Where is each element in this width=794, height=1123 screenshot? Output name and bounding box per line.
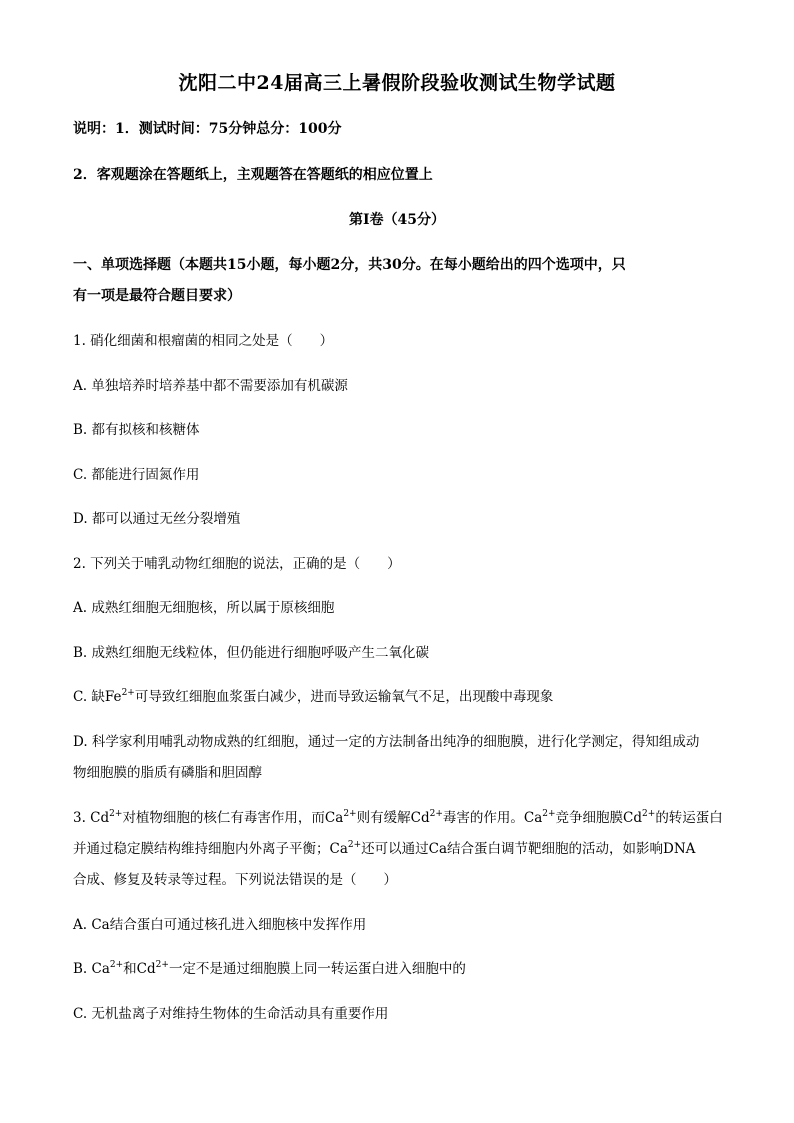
question-3-option-c: C. 无机盐离子对维持生物体的生命活动具有重要作用 [73, 1006, 389, 1022]
text-segment: 并通过稳定膜结构维持细胞内外离子平衡；Ca [73, 841, 348, 857]
text-segment: 3. Cd [73, 810, 110, 826]
superscript-charge: 2+ [343, 808, 357, 819]
superscript-charge: 2+ [109, 808, 123, 819]
question-3-stem-line-1 [73, 803, 723, 833]
instructions-line-2: 2．客观题涂在答题纸上，主观题答在答题纸的相应位置上 [73, 167, 433, 183]
superscript-charge: 2+ [121, 687, 135, 698]
question-2-option-d-line-1: D. 科学家利用哺乳动物成熟的红细胞，通过一定的方法制备出纯净的细胞膜，进行化学测定，得知组成动 [73, 734, 700, 750]
exam-title: 沈阳二中24届高三上暑假阶段验收测试生物学试题 [178, 72, 616, 94]
superscript-charge: 2+ [542, 808, 556, 819]
question-1-stem: 1. 硝化细菌和根瘤菌的相同之处是（ ） [73, 333, 334, 349]
text-segment: 竞争细胞膜Cd [555, 810, 643, 826]
question-2-option-b: B. 成熟红细胞无线粒体，但仍能进行细胞呼吸产生二氧化碳 [73, 645, 430, 661]
text-segment: 对植物细胞的核仁有毒害作用，而Ca [122, 810, 344, 826]
superscript-charge: 2+ [429, 808, 443, 819]
part1-heading-line-1: 一、单项选择题（本题共15小题，每小题2分，共30分。在每小题给出的四个选项中，只 [73, 257, 626, 273]
question-1-option-b: B. 都有拟核和核糖体 [73, 422, 200, 438]
superscript-charge: 2+ [109, 959, 124, 970]
section-title: 第I卷（45分） [348, 212, 446, 228]
superscript-charge: 2+ [155, 959, 169, 970]
part1-heading-line-2: 有一项是最符合题目要求） [73, 288, 241, 304]
text-segment: 毒害的作用。Ca [442, 810, 543, 826]
superscript-charge: 2+ [347, 839, 362, 850]
question-3-option-b [73, 954, 723, 984]
question-3-option-a: A. Ca结合蛋白可通过核孔进入细胞核中发挥作用 [73, 917, 367, 933]
text-segment: 和Cd [123, 961, 156, 977]
text-segment: 还可以通过Ca结合蛋白调节靶细胞的活动，如影响DNA [361, 841, 696, 857]
question-1-option-d: D. 都可以通过无丝分裂增殖 [73, 511, 241, 527]
question-3-stem-line-3: 合成、修复及转录等过程。下列说法错误的是（ ） [73, 872, 397, 888]
text-segment: B. Ca [73, 961, 110, 977]
question-2-option-a: A. 成熟红细胞无细胞核，所以属于原核细胞 [73, 600, 335, 616]
text-segment: C. 缺Fe [73, 689, 122, 705]
question-3-stem-line-2 [73, 834, 723, 864]
question-2-option-c [73, 682, 723, 712]
instructions-line-1: 说明：1．测试时间：75分钟总分：100分 [73, 121, 342, 137]
text-segment: 一定不是通过细胞膜上同一转运蛋白进入细胞中的 [168, 961, 466, 977]
text-segment: 可导致红细胞血浆蛋白减少，进而导致运输氧气不足，出现酸中毒现象 [134, 689, 554, 705]
question-1-option-a: A. 单独培养时培养基中都不需要添加有机碳源 [73, 378, 348, 394]
text-segment: 则有缓解Cd [356, 810, 430, 826]
question-1-option-c: C. 都能进行固氮作用 [73, 467, 200, 483]
superscript-charge: 2+ [642, 808, 656, 819]
question-2-stem: 2. 下列关于哺乳动物红细胞的说法，正确的是（ ） [73, 556, 401, 572]
text-segment: 的转运蛋白 [655, 810, 723, 826]
question-2-option-d-line-2: 物细胞膜的脂质有磷脂和胆固醇 [73, 765, 262, 781]
